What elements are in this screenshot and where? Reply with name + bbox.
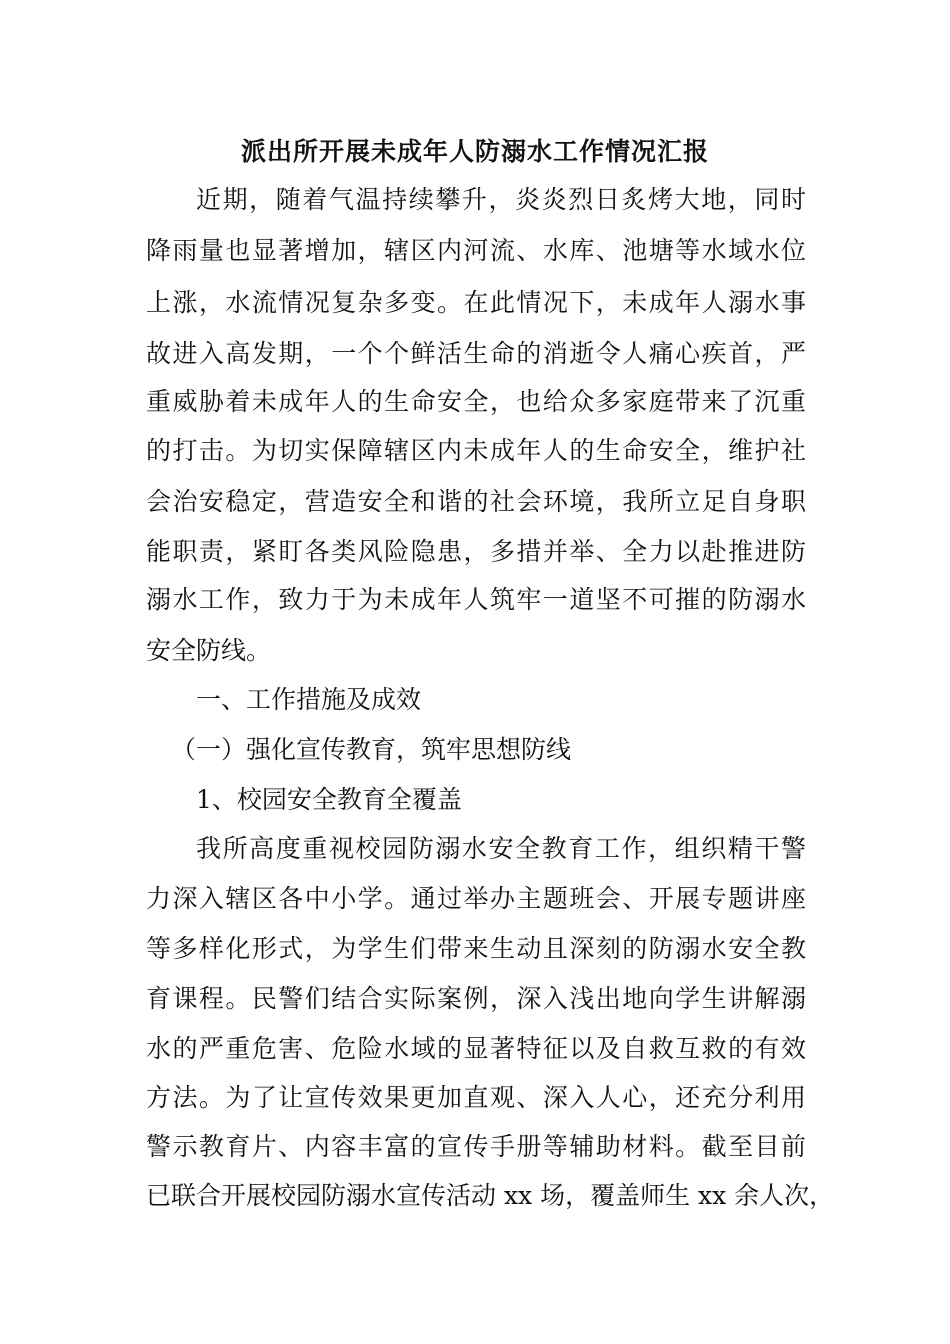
paragraph-line: 方法。为了让宣传效果更加直观、深入人心，还充分利用: [146, 1083, 806, 1112]
paragraph-line: 警示教育片、内容丰富的宣传手册等辅助材料。截至目前: [146, 1132, 806, 1161]
paragraph-line: 会治安稳定，营造安全和谐的社会环境，我所立足自身职: [146, 487, 806, 516]
paragraph-line: 溺水工作，致力于为未成年人筑牢一道坚不可摧的防溺水: [146, 585, 806, 614]
paragraph-line: 已联合开展校园防溺水宣传活动 xx 场，覆盖师生 xx 余人次，: [146, 1181, 835, 1210]
paragraph-line: 力深入辖区各中小学。通过举办主题班会、开展专题讲座: [146, 884, 806, 913]
paragraph-line: 等多样化形式，为学生们带来生动且深刻的防溺水安全教: [146, 934, 806, 963]
section-heading: 一、工作措施及成效: [196, 685, 422, 714]
paragraph-line: 育课程。民警们结合实际案例，深入浅出地向学生讲解溺: [146, 984, 806, 1013]
paragraph-line: 水的严重危害、危险水域的显著特征以及自救互救的有效: [146, 1034, 806, 1063]
paragraph-line: 近期，随着气温持续攀升，炎炎烈日炙烤大地，同时: [196, 185, 806, 214]
subsection-heading: （一）强化宣传教育，筑牢思想防线: [171, 735, 572, 764]
document-title: 派出所开展未成年人防溺水工作情况汇报: [240, 137, 709, 166]
paragraph-line: 我所高度重视校园防溺水安全教育工作，组织精干警: [196, 834, 806, 863]
paragraph-line: 的打击。为切实保障辖区内未成年人的生命安全，维护社: [146, 436, 806, 465]
paragraph-line: 故进入高发期，一个个鲜活生命的消逝令人痛心疾首，严: [146, 339, 806, 368]
paragraph-line: 上涨，水流情况复杂多变。在此情况下，未成年人溺水事: [146, 288, 806, 317]
paragraph-line: 重威胁着未成年人的生命安全，也给众多家庭带来了沉重: [146, 387, 806, 416]
item-heading: 1、校园安全教育全覆盖: [196, 785, 462, 814]
paragraph-line: 降雨量也显著增加，辖区内河流、水库、池塘等水域水位: [146, 236, 806, 265]
paragraph-line: 安全防线。: [146, 636, 272, 665]
paragraph-line: 能职责，紧盯各类风险隐患，多措并举、全力以赴推进防: [146, 537, 806, 566]
